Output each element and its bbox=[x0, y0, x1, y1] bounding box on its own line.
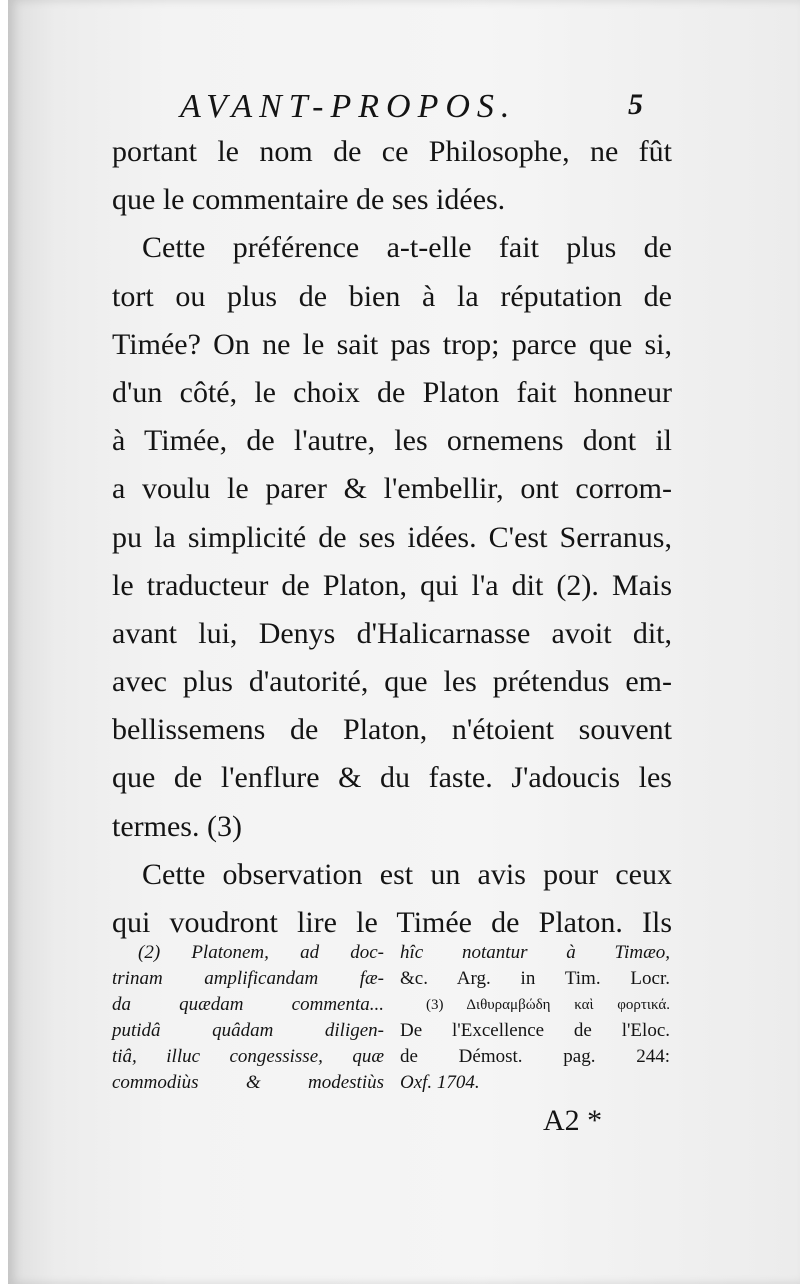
text-line: Timée? On ne le sait pas trop; parce que si, bbox=[112, 327, 672, 361]
text-line: avant lui, Denys d'Halicarnasse avoit dit, bbox=[112, 616, 672, 650]
footnote-line: commodiùs & modestiùs bbox=[112, 1072, 384, 1093]
signature-mark: A2 * bbox=[543, 1104, 603, 1137]
footnote-line: da quædam commenta... bbox=[112, 994, 384, 1015]
text-line: d'un côté, le choix de Platon fait honneur bbox=[112, 375, 672, 409]
text-line: termes. (3) bbox=[112, 809, 242, 843]
footnote-line: De l'Excellence de l'Eloc. bbox=[400, 1020, 670, 1041]
book-page bbox=[8, 0, 800, 1284]
text-line: portant le nom de ce Philosophe, ne fût bbox=[112, 135, 672, 168]
footnote-line: hîc notantur à Timæo, bbox=[400, 942, 670, 963]
footnotes bbox=[8, 940, 800, 1110]
text-line: bellissemens de Platon, n'étoient souvent bbox=[112, 713, 672, 747]
footnote-line: trinam amplificandam fæ- bbox=[112, 968, 384, 989]
footnote-line: putidâ quâdam diligen- bbox=[112, 1020, 384, 1041]
text-line: tort ou plus de bien à la réputation de bbox=[112, 279, 672, 313]
text-line: a voulu le parer & l'embellir, ont corrom- bbox=[112, 472, 672, 506]
text-line: Cette observation est un avis pour ceux bbox=[142, 857, 672, 891]
running-head-title: AVANT-PROPOS. bbox=[180, 88, 517, 125]
footnote-column-right bbox=[400, 940, 670, 1096]
footnote-line: de Démost. pag. 244: bbox=[400, 1046, 670, 1067]
footnote-line: Oxf. 1704. bbox=[400, 1072, 480, 1093]
footnote-line: &c. Arg. in Tim. Locr. bbox=[400, 968, 670, 989]
text-line: que le commentaire de ses idées. bbox=[112, 183, 506, 217]
running-head bbox=[8, 84, 800, 134]
text-line: le traducteur de Platon, qui l'a dit (2). Mais bbox=[112, 568, 672, 602]
page-number: 5 bbox=[628, 88, 643, 121]
text-line: qui voudront lire le Timée de Platon. Ils bbox=[112, 906, 672, 939]
footnote-column-left bbox=[112, 940, 384, 1096]
text-line: pu la simplicité de ses idées. C'est Serranus, bbox=[112, 520, 672, 554]
body-text bbox=[112, 128, 672, 947]
footnote-line: (3) Διθυραμβώδη καὶ φορτικά. bbox=[426, 997, 670, 1013]
text-line: que de l'enflure & du faste. J'adoucis les bbox=[112, 761, 672, 795]
text-line: à Timée, de l'autre, les ornemens dont il bbox=[112, 424, 672, 458]
text-line: Cette préférence a-t-elle fait plus de bbox=[142, 231, 672, 265]
footnote-line: tiâ, illuc congessisse, quæ bbox=[112, 1046, 384, 1067]
text-line: avec plus d'autorité, que les prétendus em- bbox=[112, 665, 672, 699]
footnote-line: (2) Platonem, ad doc- bbox=[138, 942, 384, 963]
